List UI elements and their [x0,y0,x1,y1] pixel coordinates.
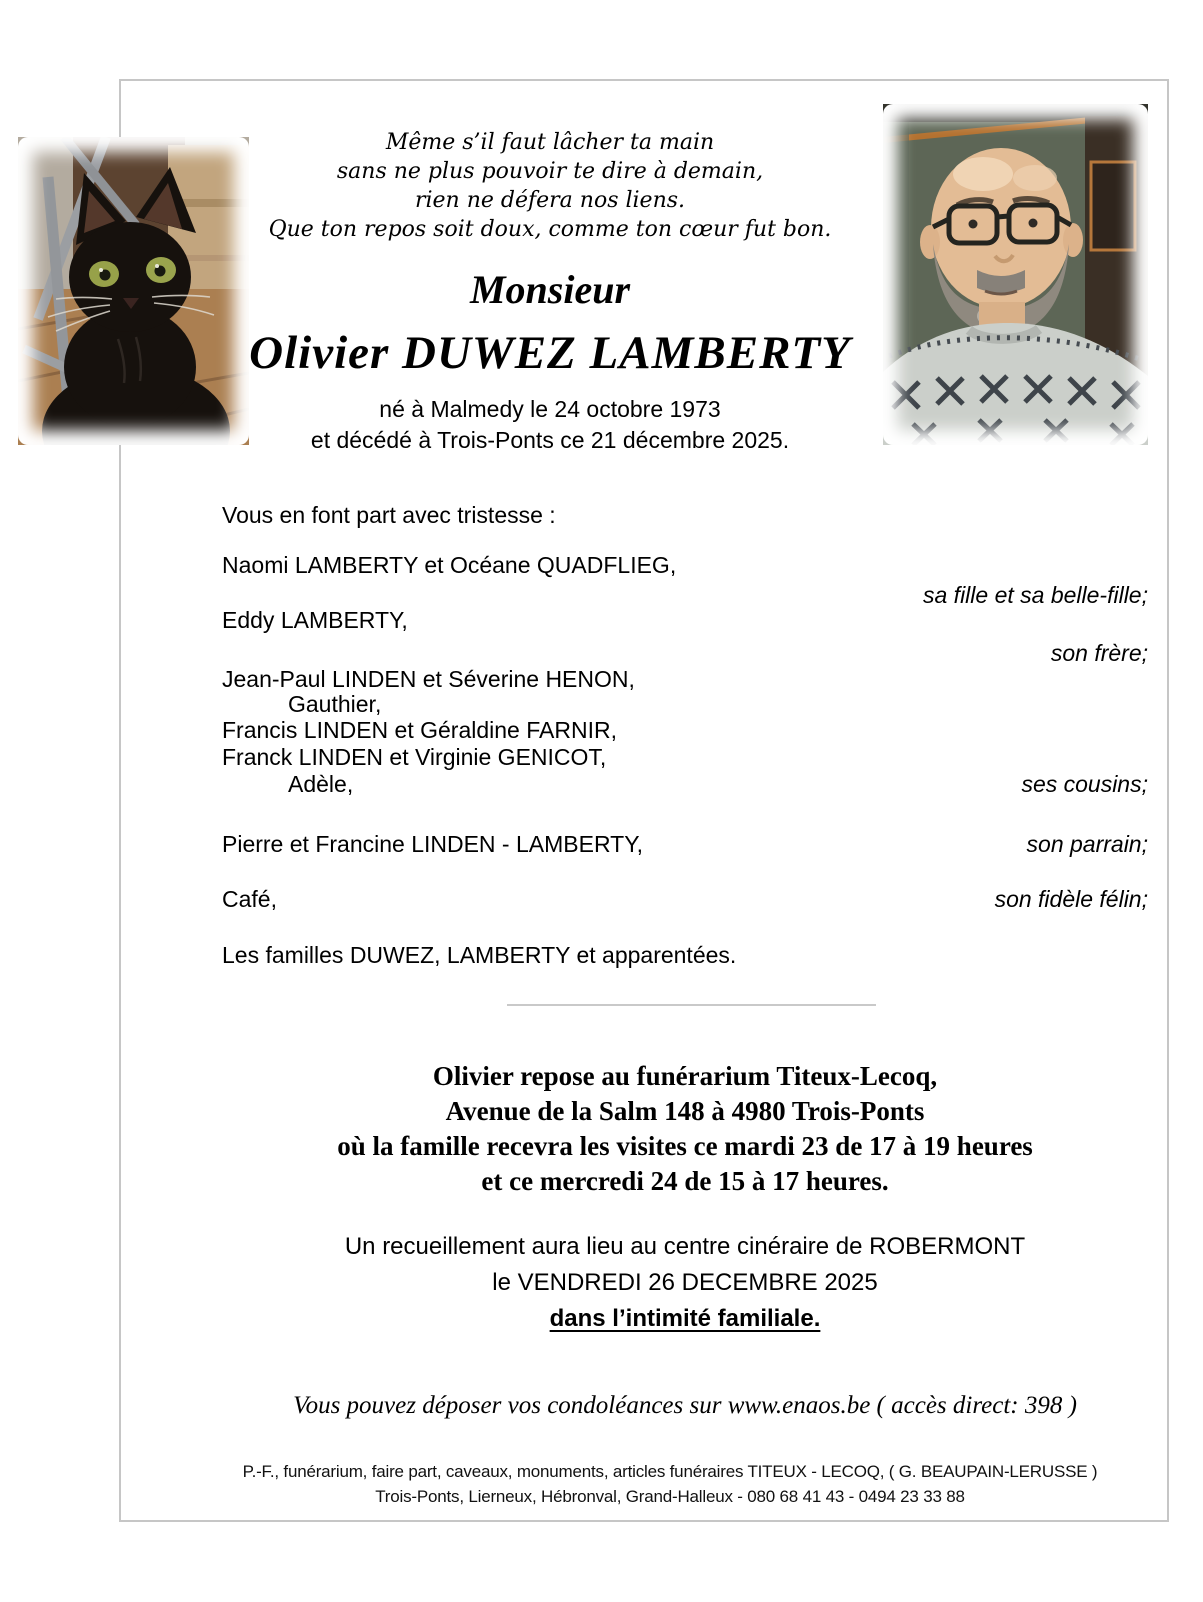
cat-photo [18,137,249,445]
family-name: Gauthier, [288,691,382,717]
deceased-name: Olivier DUWEZ LAMBERTY [249,327,851,379]
family-name: Les familles DUWEZ, LAMBERTY et apparentées. [222,942,737,968]
wake-line: Avenue de la Salm 148 à 4980 Trois-Ponts [445,1096,925,1126]
family-name: Francis LINDEN et Géraldine FARNIR, [222,717,617,743]
family-name: Franck LINDEN et Virginie GENICOT, [222,744,607,770]
family-relation: son parrain; [1026,831,1148,857]
family-row [222,941,1148,969]
family-row [222,770,1148,798]
footer-line-services: P.-F., funérarium, faire part, caveaux, monuments, articles funéraires TITEUX - LECOQ, ( G. BEAUPAIN-LERUSSE ) [242,1462,1098,1481]
family-row [222,690,1148,718]
family-relation-row [222,639,1148,667]
family-name: Pierre et Francine LINDEN - LAMBERTY, [222,831,643,857]
header-block [230,128,870,456]
birth-line: né à Malmedy le 24 octobre 1973 [379,396,721,422]
family-relation: son frère; [1050,640,1148,666]
family-name: Adèle, [288,771,354,797]
family-name: Naomi LAMBERTY et Océane QUADFLIEG, [222,552,677,578]
family-row [222,716,1148,744]
family-row [222,551,1148,579]
poem [230,128,870,244]
ceremony-privacy-note: dans l’intimité familiale. [549,1305,821,1332]
wake-line: Olivier repose au funérarium Titeux-Lecoq, [432,1061,938,1091]
poem-line: Que ton repos soit doux, comme ton cœur fut bon. [268,217,832,242]
announcement-intro [222,501,1148,529]
ceremony-line: le VENDREDI 26 DECEMBRE 2025 [492,1269,878,1296]
family-row [222,606,1148,634]
death-line: et décédé à Trois-Ponts ce 21 décembre 2025. [310,427,790,453]
family-row [222,830,1148,858]
footer-line-contact: Trois-Ponts, Lierneux, Hébronval, Grand-Halleux - 080 68 41 43 - 0494 23 33 88 [375,1487,965,1506]
wake-line: et ce mercredi 24 de 15 à 17 heures. [481,1166,889,1196]
cat-photo-illustration [18,137,249,445]
portrait-photo [883,104,1148,445]
section-divider [507,1004,876,1006]
family-relation: son fidèle félin; [994,886,1148,912]
family-name: Eddy LAMBERTY, [222,607,408,633]
family-row [222,885,1148,913]
family-name: Jean-Paul LINDEN et Séverine HENON, [222,666,635,692]
deceased-title: Monsieur [469,267,631,312]
wake-info [222,1059,1148,1199]
funeral-home-footer [192,1459,1148,1509]
ceremony-line: Un recueillement aura lieu au centre cinéraire de ROBERMONT [344,1233,1026,1260]
family-relation: ses cousins; [1021,771,1148,797]
intro-text: Vous en font part avec tristesse : [222,502,556,528]
family-relation: sa fille et sa belle-fille; [923,582,1148,608]
family-row [222,743,1148,771]
condolences-line: Vous pouvez déposer vos condoléances sur www.enaos.be ( accès direct: 398 ) [293,1392,1077,1419]
poem-line: rien ne défera nos liens. [414,188,686,213]
family-row [222,665,1148,693]
family-relation-row [222,581,1148,609]
poem-line: Même s’il faut lâcher ta main [385,130,715,155]
poem-line: sans ne plus pouvoir te dire à demain, [336,159,764,184]
wake-line: où la famille recevra les visites ce mardi 23 de 17 à 19 heures [337,1131,1033,1161]
family-name: Café, [222,886,277,912]
portrait-photo-illustration [883,104,1148,445]
ceremony-info [222,1229,1148,1337]
